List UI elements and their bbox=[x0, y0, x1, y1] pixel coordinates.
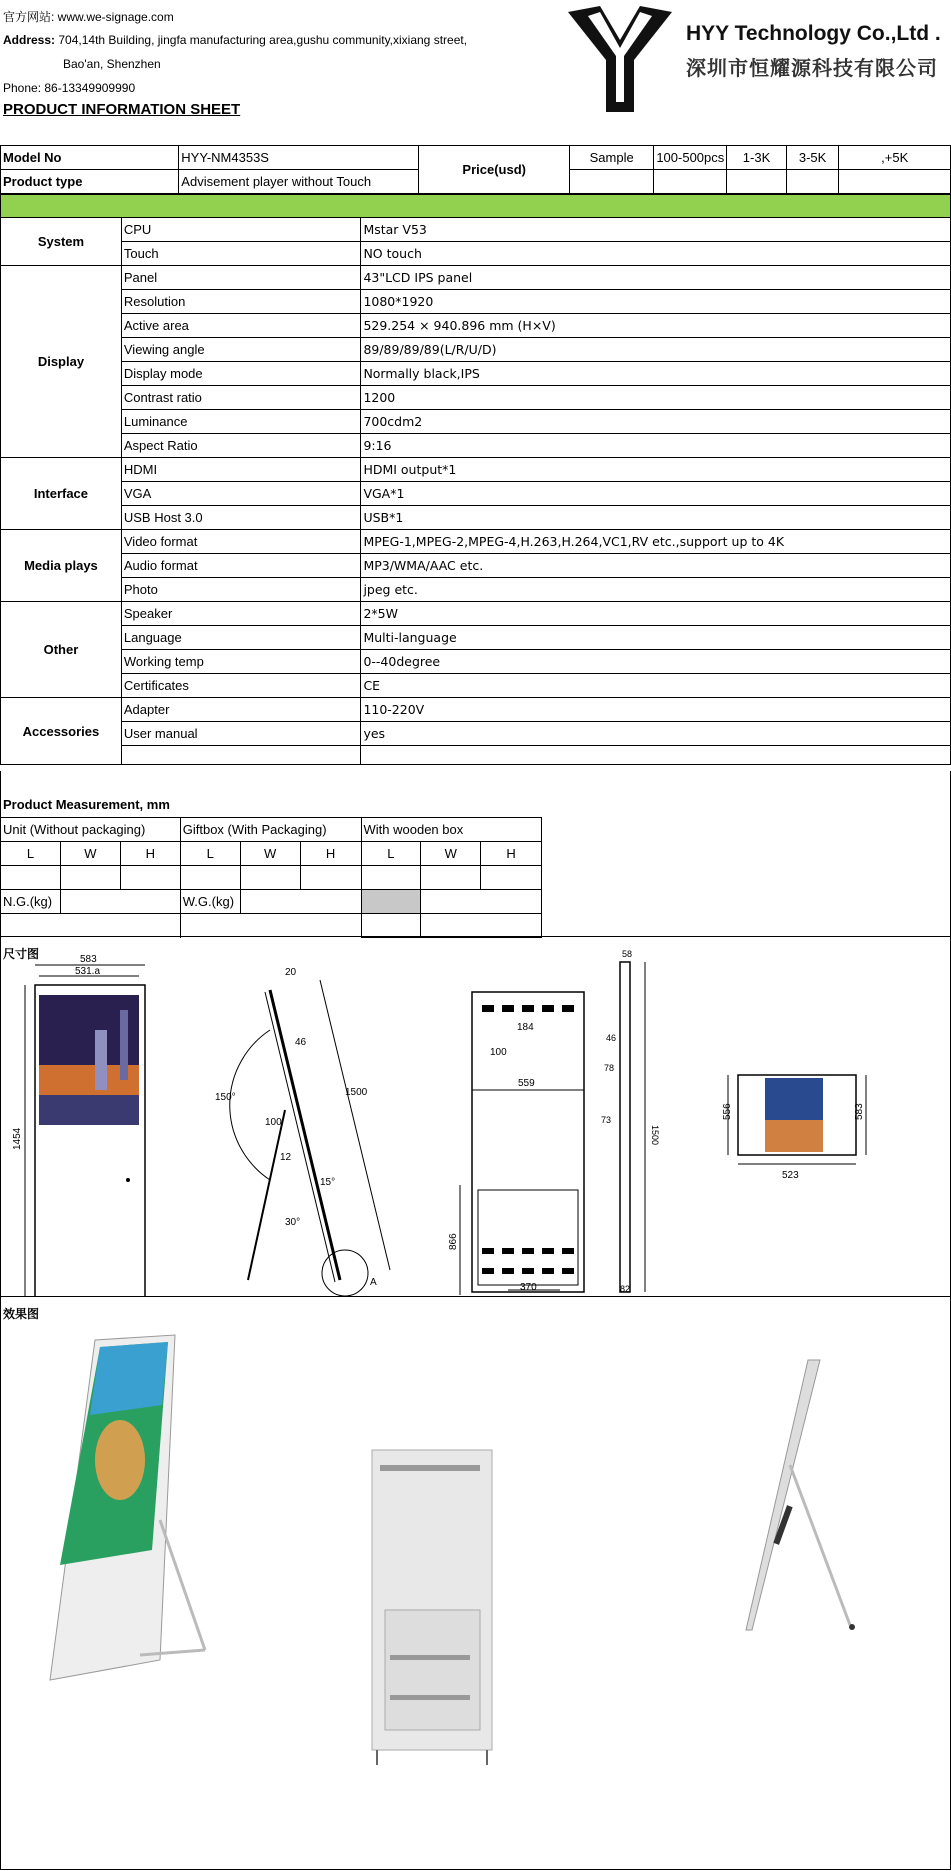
spec-value: Mstar V53 bbox=[361, 218, 951, 242]
spec-key: USB Host 3.0 bbox=[121, 506, 361, 530]
spec-row bbox=[1, 746, 951, 765]
box-556-dim: 556 bbox=[722, 1103, 733, 1120]
spec-row bbox=[1, 602, 951, 626]
spec-row bbox=[1, 674, 951, 698]
dimension-drawings bbox=[0, 950, 951, 1296]
dim-w: W bbox=[421, 842, 481, 866]
spec-group-label: Interface bbox=[1, 458, 122, 530]
dim-l: L bbox=[1, 842, 61, 866]
profile-73-dim: 73 bbox=[601, 1115, 612, 1125]
model-label: Model No bbox=[1, 146, 179, 170]
profile-46-dim: 46 bbox=[606, 1033, 617, 1043]
gray-cell bbox=[361, 890, 421, 914]
box-523-dim: 523 bbox=[782, 1170, 799, 1181]
spec-group-label: System bbox=[1, 218, 122, 266]
spec-row bbox=[1, 410, 951, 434]
spec-key: Speaker bbox=[121, 602, 361, 626]
side-length: 1500 bbox=[345, 1087, 368, 1098]
side-46-dim: 46 bbox=[295, 1037, 307, 1048]
dim-l: L bbox=[180, 842, 240, 866]
price-cell bbox=[839, 170, 951, 194]
effect-images bbox=[0, 1320, 951, 1860]
spec-row bbox=[1, 314, 951, 338]
website-text: 官方网站: www.we-signage.com bbox=[3, 10, 174, 24]
address-line-2: Bao'an, Shenzhen bbox=[63, 57, 161, 71]
giftbox-label: Giftbox (With Packaging) bbox=[180, 818, 361, 842]
spec-key: HDMI bbox=[121, 458, 361, 482]
green-band bbox=[1, 195, 951, 218]
spec-key: Audio format bbox=[121, 554, 361, 578]
dim-w: W bbox=[60, 842, 120, 866]
spec-row bbox=[1, 218, 951, 242]
spec-value: USB*1 bbox=[361, 506, 951, 530]
price-tier: 3-5K bbox=[786, 146, 839, 170]
dim-w: W bbox=[240, 842, 300, 866]
profile-78-dim: 78 bbox=[604, 1063, 615, 1073]
back-559-dim: 559 bbox=[518, 1078, 535, 1089]
product-back-image bbox=[372, 1450, 492, 1765]
profile-1500-dim: 1500 bbox=[650, 1125, 660, 1146]
spec-group-label: Media plays bbox=[1, 530, 122, 602]
price-cell bbox=[727, 170, 787, 194]
spec-key: Luminance bbox=[121, 410, 361, 434]
spec-key: Language bbox=[121, 626, 361, 650]
back-100-dim: 100 bbox=[490, 1047, 507, 1058]
side-angle-30: 30° bbox=[285, 1217, 301, 1228]
spec-key: Photo bbox=[121, 578, 361, 602]
spec-value: HDMI output*1 bbox=[361, 458, 951, 482]
back-184-dim: 184 bbox=[517, 1022, 534, 1033]
spec-row bbox=[1, 266, 951, 290]
spec-key: VGA bbox=[121, 482, 361, 506]
price-tier: 1-3K bbox=[727, 146, 787, 170]
unit-label: Unit (Without packaging) bbox=[1, 818, 181, 842]
spec-key: Display mode bbox=[121, 362, 361, 386]
spec-key: Contrast ratio bbox=[121, 386, 361, 410]
side-100-dim: 100 bbox=[265, 1117, 282, 1128]
spec-row bbox=[1, 458, 951, 482]
spec-value: 700cdm2 bbox=[361, 410, 951, 434]
spec-key: Resolution bbox=[121, 290, 361, 314]
back-370-dim: 370 bbox=[520, 1282, 537, 1293]
spec-key: Active area bbox=[121, 314, 361, 338]
spec-value: Normally black,IPS bbox=[361, 362, 951, 386]
spec-row bbox=[1, 722, 951, 746]
dim-h: H bbox=[481, 842, 542, 866]
spec-key: Certificates bbox=[121, 674, 361, 698]
phone-text: Phone: 86-13349909990 bbox=[3, 81, 136, 95]
dim-l: L bbox=[361, 842, 421, 866]
profile-view-drawing bbox=[601, 950, 660, 1294]
spec-value: yes bbox=[361, 722, 951, 746]
spec-key: Viewing angle bbox=[121, 338, 361, 362]
spec-value: Multi-language bbox=[361, 626, 951, 650]
box-view-drawing bbox=[722, 1075, 866, 1181]
price-cell bbox=[654, 170, 727, 194]
spec-value: 1080*1920 bbox=[361, 290, 951, 314]
model-value: HYY-NM4353S bbox=[179, 146, 419, 170]
back-866-dim: 866 bbox=[448, 1233, 459, 1250]
side-top-dim: 20 bbox=[285, 967, 297, 978]
spec-value: 529.254 × 940.896 mm (H×V) bbox=[361, 314, 951, 338]
box-583-dim: 583 bbox=[854, 1103, 865, 1120]
spec-value: MP3/WMA/AAC etc. bbox=[361, 554, 951, 578]
type-value: Advisement player without Touch bbox=[179, 170, 419, 194]
side-12-dim: 12 bbox=[280, 1152, 292, 1163]
measurement-title: Product Measurement, mm bbox=[3, 797, 170, 812]
address-line bbox=[3, 33, 467, 47]
spec-value: 89/89/89/89(L/R/U/D) bbox=[361, 338, 951, 362]
spec-value: 0--40degree bbox=[361, 650, 951, 674]
spec-row bbox=[1, 386, 951, 410]
profile-58-dim: 58 bbox=[622, 950, 633, 959]
spec-row bbox=[1, 338, 951, 362]
spec-row bbox=[1, 434, 951, 458]
spec-row bbox=[1, 650, 951, 674]
spec-row bbox=[1, 626, 951, 650]
product-front-angle-image bbox=[50, 1335, 205, 1680]
spec-row bbox=[1, 578, 951, 602]
dim-h: H bbox=[120, 842, 180, 866]
side-angle-150: 150° bbox=[215, 1092, 236, 1103]
spec-value: 110-220V bbox=[361, 698, 951, 722]
company-name-en: HYY Technology Co.,Ltd . bbox=[686, 22, 941, 45]
price-tier: ,+5K bbox=[839, 146, 951, 170]
spec-key: Video format bbox=[121, 530, 361, 554]
company-logo bbox=[560, 2, 950, 114]
front-width-inner: 531.a bbox=[75, 966, 101, 977]
spec-key: Adapter bbox=[121, 698, 361, 722]
company-name-cn: 深圳市恒耀源科技有限公司 bbox=[686, 56, 938, 80]
spec-key: Touch bbox=[121, 242, 361, 266]
side-view-drawing bbox=[215, 967, 390, 1296]
type-label: Product type bbox=[1, 170, 179, 194]
address-text: 704,14th Building, jingfa manufacturing area,gushu community,xixiang street, bbox=[58, 33, 468, 47]
spec-row bbox=[1, 290, 951, 314]
spec-value: jpeg etc. bbox=[361, 578, 951, 602]
spec-row bbox=[1, 698, 951, 722]
back-view-drawing bbox=[448, 992, 584, 1295]
spec-value: NO touch bbox=[361, 242, 951, 266]
price-cell bbox=[786, 170, 839, 194]
side-angle-15: 15° bbox=[320, 1177, 336, 1188]
spec-key: Panel bbox=[121, 266, 361, 290]
spec-key: Aspect Ratio bbox=[121, 434, 361, 458]
ng-label: N.G.(kg) bbox=[1, 890, 61, 914]
spec-key: CPU bbox=[121, 218, 361, 242]
price-tier: Sample bbox=[569, 146, 653, 170]
address-label: Address: bbox=[3, 33, 56, 47]
spec-value: 1200 bbox=[361, 386, 951, 410]
spec-table bbox=[0, 194, 951, 765]
spec-group-label: Accessories bbox=[1, 698, 122, 765]
model-table bbox=[0, 145, 951, 194]
spec-key: Working temp bbox=[121, 650, 361, 674]
dim-h: H bbox=[300, 842, 361, 866]
spec-value: 9:16 bbox=[361, 434, 951, 458]
drawing-title: 尺寸图 bbox=[3, 947, 40, 961]
spec-value: CE bbox=[361, 674, 951, 698]
side-a-label: A bbox=[370, 1277, 377, 1288]
wg-label: W.G.(kg) bbox=[180, 890, 240, 914]
spec-group-label: Display bbox=[1, 266, 122, 458]
spec-group-label: Other bbox=[1, 602, 122, 698]
spec-value: 43"LCD IPS panel bbox=[361, 266, 951, 290]
product-side-image bbox=[746, 1360, 855, 1630]
front-view-drawing bbox=[12, 954, 145, 1296]
front-height: 1454 bbox=[12, 1127, 23, 1150]
spec-row bbox=[1, 242, 951, 266]
price-tier: 100-500pcs bbox=[654, 146, 727, 170]
spec-row bbox=[1, 530, 951, 554]
price-cell bbox=[569, 170, 653, 194]
spec-row bbox=[1, 554, 951, 578]
spec-value: MPEG-1,MPEG-2,MPEG-4,H.263,H.264,VC1,RV etc.,support up to 4K bbox=[361, 530, 951, 554]
sheet-title: PRODUCT INFORMATION SHEET bbox=[3, 101, 241, 118]
spec-value: VGA*1 bbox=[361, 482, 951, 506]
spec-row bbox=[1, 362, 951, 386]
profile-82-dim: 82 bbox=[620, 1284, 631, 1294]
front-width-outer: 583 bbox=[80, 954, 97, 965]
price-label: Price(usd) bbox=[419, 146, 570, 194]
spec-value: 2*5W bbox=[361, 602, 951, 626]
spec-row bbox=[1, 482, 951, 506]
logo-mark-icon bbox=[560, 2, 680, 114]
spec-value bbox=[361, 746, 951, 765]
spec-row bbox=[1, 506, 951, 530]
spec-key: User manual bbox=[121, 722, 361, 746]
effect-title: 效果图 bbox=[3, 1307, 40, 1321]
spec-key bbox=[121, 746, 361, 765]
wooden-label: With wooden box bbox=[361, 818, 542, 842]
measurement-table bbox=[0, 817, 542, 938]
